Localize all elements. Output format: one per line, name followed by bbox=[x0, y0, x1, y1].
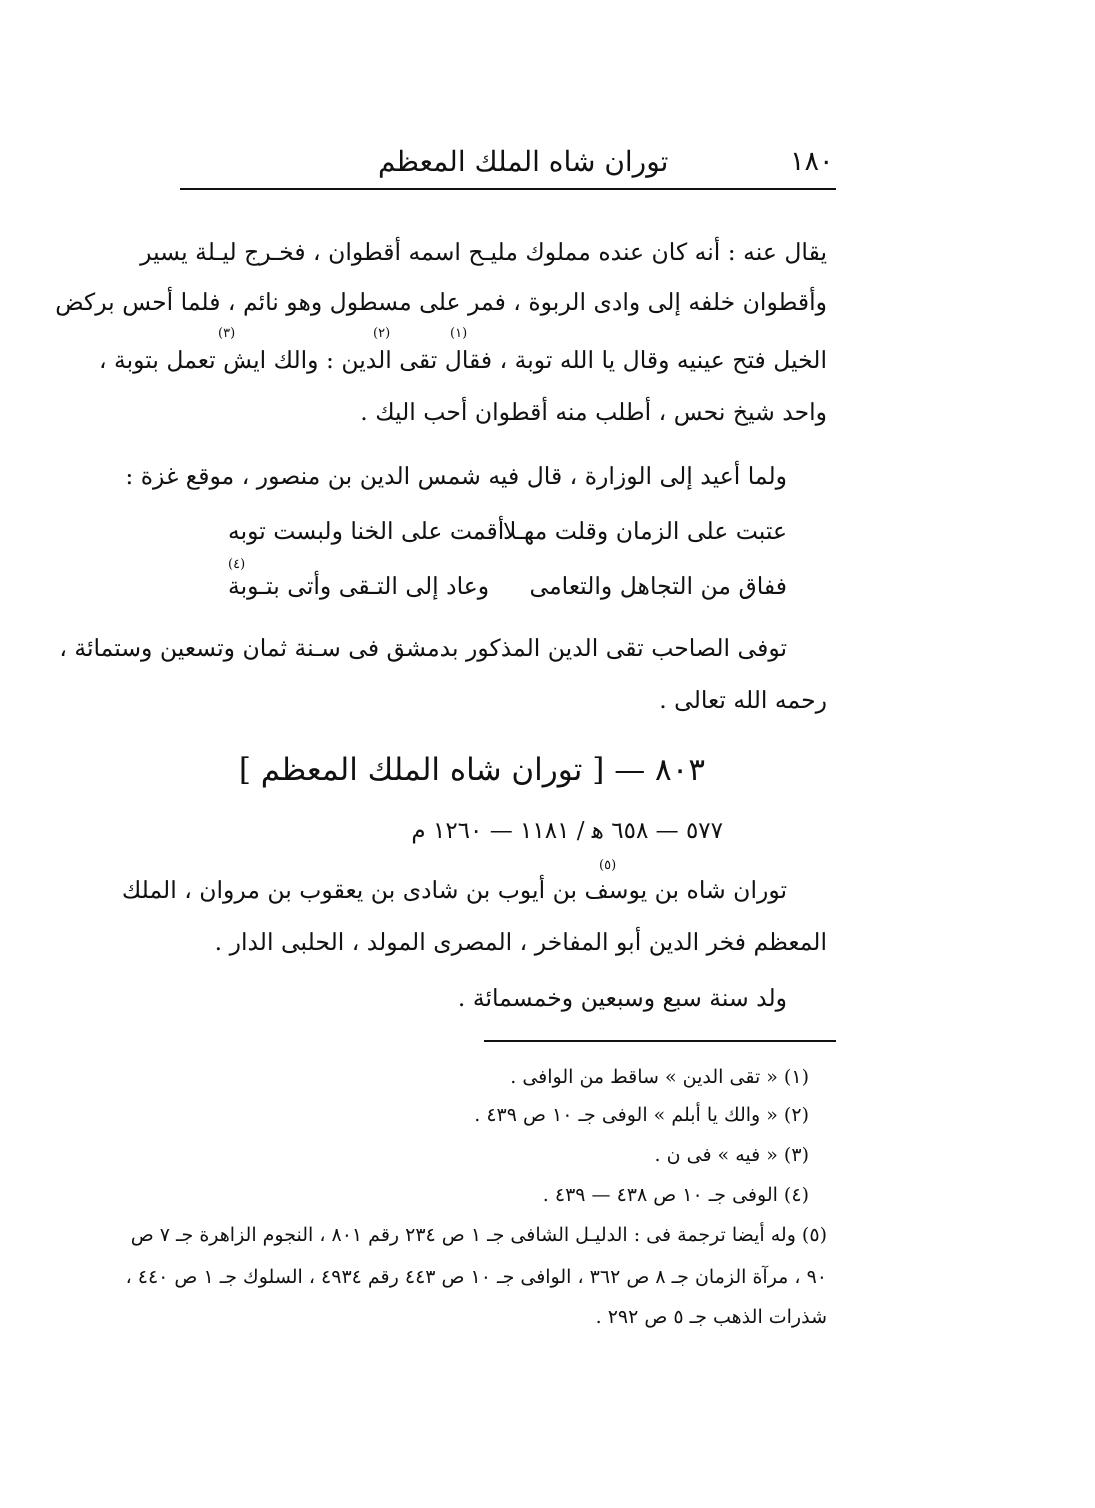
footnote: شذرات الذهب جـ ٥ ص ٢٩٢ . bbox=[595, 1306, 827, 1328]
entry-title: ٨٠٣ — [ توران شاه الملك المعظم ] bbox=[238, 752, 705, 788]
entry-line: توران شاه بن يوسف بن أيوب بن شادى بن يعقوب بن مروان ، الملك bbox=[121, 876, 787, 904]
verse-hemistich: أقمت على الخنا ولبست توبه bbox=[228, 517, 505, 545]
footnote: (٥) وله أيضا ترجمة فى : الدليـل الشافى جـ ١ ص ٢٣٤ رقم ٨٠١ ، النجوم الزاهرة جـ ٧ ص bbox=[130, 1224, 827, 1246]
footnote: (٤) الوفى جـ ١٠ ص ٤٣٨ — ٤٣٩ . bbox=[542, 1184, 809, 1206]
footnote-marker: (٤) bbox=[228, 557, 246, 572]
footnote: (٣) « فيه » فى ن . bbox=[654, 1144, 809, 1166]
paragraph1-line: يقال عنه : أنه كان عنده مملوك مليـح اسمه أقطوان ، فخـرج ليـلة يسير bbox=[140, 238, 827, 266]
header-rule bbox=[180, 188, 836, 190]
footnote: (١) « تقى الدين » ساقط من الوافى . bbox=[510, 1066, 809, 1088]
verse-hemistich: عتبت على الزمان وقلت مهـلا bbox=[503, 517, 787, 545]
running-title: توران شاه الملك المعظم bbox=[378, 145, 669, 178]
page-number: ١٨٠ bbox=[790, 146, 834, 177]
verse-hemistich: وعاد إلى التـقى وأتى بتـوبة bbox=[228, 572, 490, 600]
paragraph3-line: توفى الصاحب تقى الدين المذكور بدمشق فى سـنة ثمان وتسعين وستمائة ، bbox=[59, 634, 787, 662]
paragraph1-line: واحد شيخ نحس ، أطلب منه أقطوان أحب اليك . bbox=[360, 398, 827, 426]
footnote-rule bbox=[484, 1040, 836, 1042]
paragraph2-intro: ولما أعيد إلى الوزارة ، قال فيه شمس الدين بن منصور ، موقع غزة : bbox=[125, 462, 787, 490]
footnote: (٢) « والك يا أبلم » الوفى جـ ١٠ ص ٤٣٩ . bbox=[474, 1104, 809, 1126]
entry-line: المعظم فخر الدين أبو المفاخر ، المصرى المولد ، الحلبى الدار . bbox=[214, 928, 827, 956]
entry-line: ولد سنة سبع وسبعين وخمسمائة . bbox=[457, 984, 787, 1012]
footnote-marker: (٢) bbox=[373, 326, 391, 341]
entry-dates: ٥٧٧ — ٦٥٨ ﻫ / ١١٨١ — ١٢٦٠ م bbox=[411, 818, 723, 844]
footnote-marker: (٣) bbox=[218, 326, 236, 341]
verse-hemistich: ففاق من التجاهل والتعامى bbox=[529, 572, 787, 600]
paragraph3-line: رحمه الله تعالى . bbox=[659, 686, 827, 714]
footnote: ٩٠ ، مرآة الزمان جـ ٨ ص ٣٦٢ ، الوافى جـ ١٠ ص ٤٤٣ رقم ٤٩٣٤ ، السلوك جـ ١ ص ٤٤٠ ، bbox=[125, 1266, 827, 1288]
footnote-marker: (٥) bbox=[599, 858, 617, 873]
paragraph1-line: الخيل فتح عينيه وقال يا الله توبة ، فقال تقى الدين : والك ايش تعمل بتوبة ، bbox=[98, 346, 827, 374]
footnote-marker: (١) bbox=[450, 326, 468, 341]
paragraph1-line: وأقطوان خلفه إلى وادى الربوة ، فمر على مسطول وهو نائم ، فلما أحس بركض bbox=[55, 288, 827, 316]
